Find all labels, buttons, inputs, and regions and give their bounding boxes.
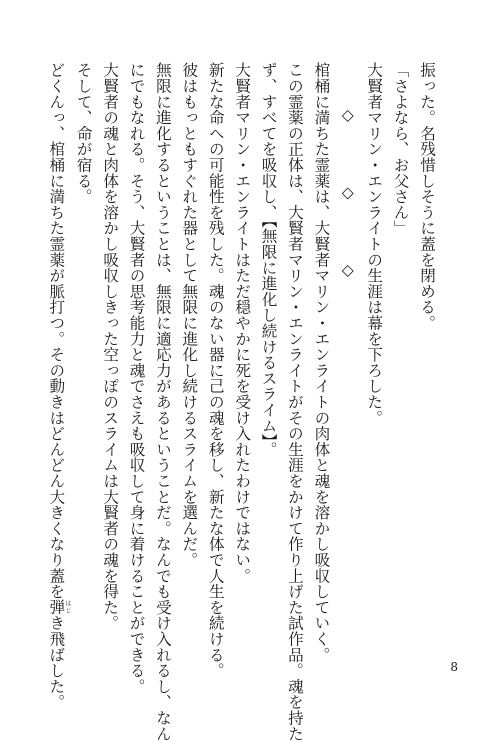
scene-break: ◇ ◇ ◇	[338, 106, 357, 302]
text-line-16: そして、命が宿る。	[74, 62, 93, 205]
text-line-8: この霊薬の正体は、大賢者マリン・エンライトがその生涯をかけて作り上げた試作品。魂を持た	[285, 62, 304, 741]
vertical-text-body	[43, 62, 440, 741]
text-line-17: どくんっ、棺桶に満ちた霊薬が脈打つ。その動きはどんどん大きくなり蓋を弾はじき飛ばした。	[47, 62, 71, 710]
text-line-12: 彼はもっともすぐれた器として無限に進化し続けるスライムを選んだ。	[180, 62, 199, 568]
ruby-reading: はじ	[63, 599, 71, 615]
text-line-1: 振った。名残惜しそうに蓋を閉める。	[418, 62, 436, 331]
text-line-10: 大賢者マリン・エンライトはただ穏やかに死を受け入れたわけではない。	[233, 62, 252, 584]
text-line-2: 「さよなら、お父さん」	[391, 62, 410, 236]
page-number: 8	[450, 660, 458, 674]
text-line-11: 新たな命への可能性を残した。魂のない器に己の魂を移し、新たな体で人生を続ける。	[206, 62, 225, 679]
text-line-13: 無限に進化するということは、無限に適応力があるということだ。なんでも受け入れるし、なん	[153, 62, 172, 741]
text-line-14: にでもなれる。そう、大賢者の思考能力と魂でさえも吸収して身に着けることができる。	[127, 62, 146, 694]
ruby-annotation: 弾はじ	[47, 599, 71, 616]
text-line-3: 大賢者マリン・エンライトの生涯は幕を下ろした。	[365, 62, 384, 426]
text-line-7: 棺桶に満ちた霊薬は、大賢者マリン・エンライトの肉体と魂を溶かし吸収していく。	[312, 62, 331, 663]
text-line-15: 大賢者の魂と肉体を溶かし吸収しきった空っぽのスライムは大賢者の魂を得た。	[101, 62, 120, 631]
text-line-9: ず、すべてを吸収し、【無限に進化し続けるスライム】。	[259, 62, 278, 458]
